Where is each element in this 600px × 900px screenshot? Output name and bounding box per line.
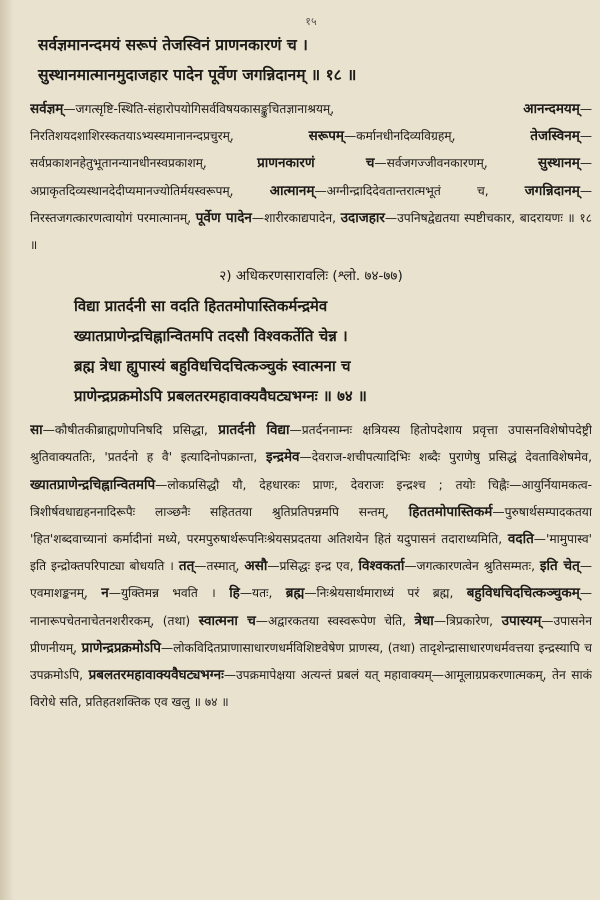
commentary-term: इन्द्रमेव (265, 449, 300, 466)
commentary-term: स्वात्मना च (198, 612, 256, 629)
commentary-gloss: —उपनिषद्वेद्यतया स्पष्टीचकार, बादरायणः ॥ १८ ॥ (30, 210, 592, 253)
commentary-term: वदति (507, 531, 534, 548)
commentary-gloss: —युक्तिमन्न भवति । (108, 586, 230, 601)
commentary-term: उदाजहार (340, 209, 385, 226)
commentary-gloss: —कौषीतकीब्राह्मणोपनिषदि प्रसिद्धा, (42, 423, 219, 438)
commentary-term: ब्रह्म (285, 585, 305, 602)
commentary-verse-74 (30, 417, 592, 716)
commentary-term: प्राणनकारणं च (257, 155, 375, 172)
commentary-gloss: —कर्मानधीनदिव्यविग्रहम्, (343, 129, 531, 144)
commentary-gloss: —'मामुपास्व' इति इन्द्रोक्तपरिपाट्या बोधयति । (30, 532, 592, 574)
commentary-term: बहुविधचिदचित्कञ्चुकम् (466, 585, 580, 602)
commentary-gloss: —प्रतर्दननाम्नः क्षत्रियस्य हितोपदेशाय प्रवृत्ता उपासनविशेषोपदेष्ट्री श्रुतिवाक्यततिः, 'प्रतर्दनो ह वै' इत्यादिनोपक्रान्ता, (30, 423, 592, 465)
verse-74 (30, 291, 592, 411)
commentary-term: न (101, 585, 109, 602)
commentary-gloss: —लोकप्रसिद्धौ यौ, देहधारकः प्राणः, देवराजः इन्द्रश्च ; तयोः चिह्नैः—आयुर्नियामकत्व-त्रिशीर्षवधाद्यहननादिरूपैः लाञ्छनैः सहिततया श्रुतिप्रतिपन्नमपि सन्तम्, (30, 477, 592, 519)
commentary-term: तेजस्विनम् (530, 128, 580, 145)
commentary-term: हि (229, 585, 240, 602)
commentary-term: सुस्थानम् (538, 155, 580, 172)
commentary-term: सा (30, 422, 43, 439)
commentary-gloss: —निरतिशयदशाशिरस्कतयाऽभ्यस्यमानानन्दप्रचुरम्, (30, 102, 592, 144)
commentary-verse-18 (30, 96, 592, 259)
commentary-term: प्रबलतरमहावाक्यवैघट्यभग्नः (88, 667, 224, 684)
verse-18 (30, 30, 592, 90)
commentary-term: सरूपम् (308, 128, 344, 145)
commentary-gloss: —अप्राकृतदिव्यस्थानदेदीप्यमानज्योतिर्मयस्वरूपम्, (30, 156, 592, 198)
commentary-gloss: —जगत्कारणत्वेन श्रुतिसम्मतः, (404, 559, 540, 574)
verse-line: प्राणेन्द्रप्रक्रमोऽपि प्रबलतरमहावाक्यवैघट्यभग्नः ॥ ७४ ॥ (74, 387, 367, 406)
commentary-term: ख्यातप्राणेन्द्रचिह्नान्वितमपि (30, 476, 156, 493)
verse-line: विद्या प्रातर्दनी सा वदति हिततमोपास्तिकर्मन्द्रमेव (74, 297, 328, 316)
commentary-gloss: —तस्मात्, (194, 559, 245, 574)
commentary-term: त्रेधा (414, 612, 434, 629)
commentary-term: इति चेत् (539, 558, 580, 575)
commentary-term: हिततमोपास्तिकर्म (408, 503, 493, 520)
commentary-gloss: —अग्नीन्द्रादिदेवतान्तरात्मभूतं च, (314, 183, 525, 198)
commentary-gloss: —पुरुषार्थसम्पादकतया 'हित'शब्दवाच्यानां कर्मादीनां मध्ये, परमपुरुषार्थरूपनिःश्रेयसप्रदतया अतिशयेन हितं यदुपासनं तदाराध्यमिति, (30, 504, 592, 547)
commentary-gloss: —जगत्सृष्टि-स्थिति-संहारोपयोगिसर्वविषयकासङ्कुचितज्ञानाश्रयम्, (63, 102, 524, 116)
page-number: १५ (305, 15, 317, 28)
commentary-gloss: —उपक्रमापेक्षया अत्यन्तं प्रबलं यत् महावाक्यम्—आमूलाग्रप्रकरणात्मकम्, तेन साकं विरोधे सति, प्रतिहतशक्तिक एव खलु ॥ ७४ ॥ (30, 668, 592, 710)
verse-line: ख्यातप्राणेन्द्रचिह्नान्वितमपि तदसौ विश्वकर्तेति चेन्न । (74, 327, 348, 346)
commentary-gloss: —यतः, (239, 586, 286, 601)
commentary-gloss: —देवराज-शचीपत्यादिभिः शब्दैः पुराणेषु प्रसिद्धं देवताविशेषमेव, (299, 450, 592, 465)
commentary-gloss: —नानारूपचेतनाचेतनशरीरकम्, (तथा) (30, 586, 592, 628)
page-edge-shadow (0, 0, 14, 900)
verse-line: सुस्थानमात्मानमुदाजहार पादेन पूर्वेण जगन्निदानम् ॥ १८ ॥ (38, 66, 357, 84)
commentary-gloss: —त्रिप्रकारेण, (433, 613, 502, 628)
commentary-term: आत्मानम् (269, 182, 315, 199)
commentary-term: तत् (178, 558, 195, 575)
commentary-gloss: —लोकविदितप्राणासाधारणधर्मविशिष्टवेषेण प्राणस्य, (तथा) तादृशेन्द्रासाधारणधर्मवत्तया इन्द्रस्यापि च उपक्रमोऽपि, (30, 640, 592, 683)
commentary-gloss: —अद्वारकतया स्वस्वरूपेण चेति, (255, 613, 415, 628)
commentary-gloss: —सर्वजगज्जीवनकारणम्, (374, 156, 539, 171)
commentary-gloss: —प्रसिद्धः इन्द्र एव, (267, 559, 359, 574)
commentary-term: प्रातर्दनी विद्या (218, 422, 290, 439)
verse-line: सर्वज्ञमानन्दमयं सरूपं तेजस्विनं प्राणनकारणं च । (38, 36, 308, 54)
commentary-gloss: —निरस्तजगत्कारणत्वायोगं परमात्मानम्, (30, 183, 592, 225)
commentary-gloss: —सर्वप्रकाशनहेतुभूतानन्यानधीनस्वप्रकाशम्, (30, 129, 592, 171)
commentary-term: विश्वकर्ता (358, 558, 405, 575)
commentary-gloss: —शारीरकाद्यपादेन, (251, 210, 341, 225)
document-page (30, 14, 592, 894)
commentary-term: असौ (244, 558, 268, 575)
section-heading: २) अधिकरणसारावलिः (श्लो. ७४-७७) (219, 268, 403, 285)
commentary-term: सर्वज्ञम् (30, 101, 64, 117)
commentary-term: पूर्वेण पादेन (195, 209, 252, 226)
commentary-term: जगन्निदानम् (524, 182, 580, 199)
verse-line: ब्रह्म त्रेधा ह्युपास्यं बहुविधचिदचित्कञ्चुकं स्वात्मना च (74, 357, 351, 376)
commentary-gloss: —निःश्रेयसार्थमाराध्यं परं ब्रह्म, (304, 586, 467, 601)
commentary-term: आनन्दमयम् (523, 101, 580, 117)
commentary-gloss: —एवमाशङ्कनम्, (30, 559, 592, 601)
commentary-term: उपास्यम् (501, 612, 542, 629)
commentary-gloss: —उपासनेन प्रीणनीयम्, (30, 613, 592, 655)
commentary-term: प्राणेन्द्रप्रक्रमोऽपि (81, 639, 161, 656)
